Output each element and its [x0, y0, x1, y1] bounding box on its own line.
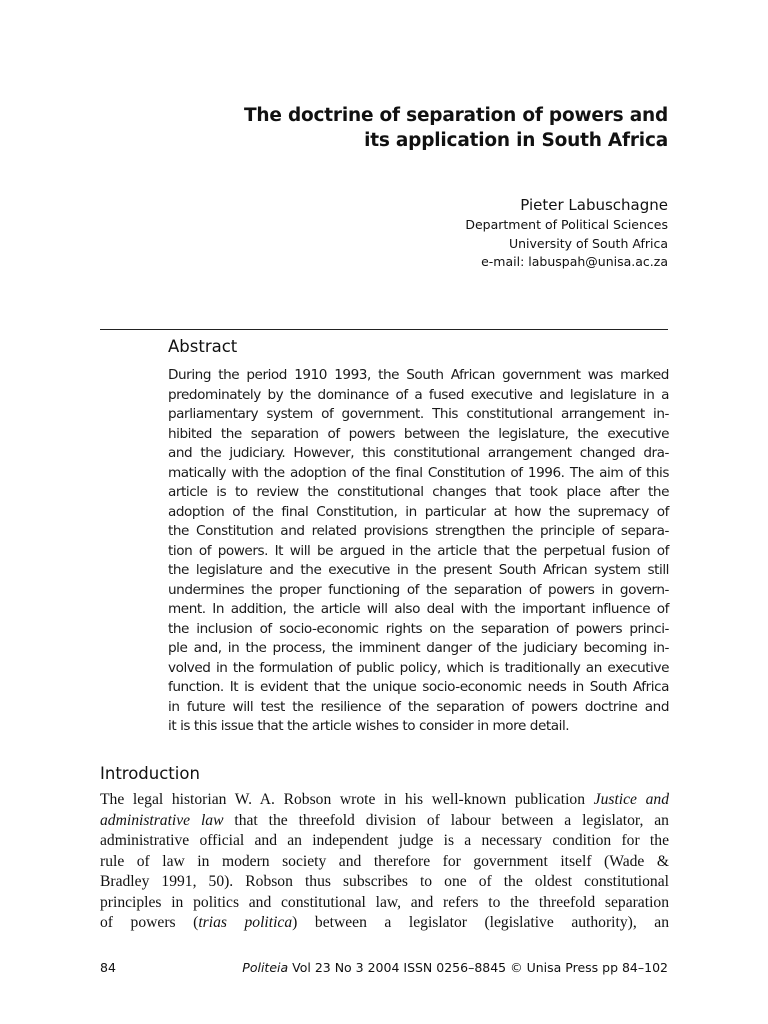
- abstract-heading: Abstract: [168, 337, 238, 356]
- title-line-1: The doctrine of separation of powers and: [243, 105, 668, 126]
- journal-name: Politeia: [242, 960, 289, 975]
- abstract-line: matically with the adoption of the final Constitution of 1996. The aim of this: [168, 464, 669, 481]
- abstract-line: undermines the proper functioning of the separation of powers in govern-: [168, 581, 669, 598]
- author-block: [465, 194, 668, 272]
- author-name: Pieter Labuschagne: [520, 196, 668, 214]
- paragraph-line: Bradley 1991, 50). Robson thus subscribes to one of the oldest constitutional: [100, 873, 669, 890]
- abstract-body: [168, 366, 669, 737]
- abstract-line: it is this issue that the article wishes to consider in more detail.: [168, 718, 570, 734]
- paragraph-line: of powers (trias politica) between a legislator (legislative authority), an: [100, 914, 669, 931]
- abstract-line: hibited the separation of powers between the legislature, the executive: [168, 425, 669, 442]
- paragraph-line: administrative law that the threefold division of labour between a legislator, an: [100, 811, 669, 829]
- abstract-line: predominately by the dominance of a fused executive and legislature in a: [168, 386, 669, 403]
- abstract-line: article is to review the constitutional changes that took place after the: [168, 484, 669, 500]
- abstract-line: function. It is evident that the unique socio-economic needs in South Africa: [168, 679, 669, 695]
- paragraph-line: rule of law in modern society and therefore for government itself (Wade &: [100, 852, 669, 870]
- abstract-line: the inclusion of socio-economic rights on the separation of powers princi-: [168, 620, 669, 637]
- paragraph-line: administrative official and an independent judge is a necessary condition for the: [100, 832, 669, 849]
- abstract-line: the legislature and the executive in the present South African system still: [168, 562, 669, 578]
- citation-details: Vol 23 No 3 2004 ISSN 0256–8845 © Unisa Press pp 84–102: [292, 960, 668, 975]
- introduction-heading: Introduction: [100, 764, 200, 783]
- article-title: [244, 103, 668, 153]
- journal-citation: [242, 960, 668, 975]
- abstract-line: the Constitution and related provisions strengthen the principle of separa-: [168, 523, 669, 539]
- abstract-line: adoption of the final Constitution, in particular at how the supremacy of: [168, 503, 669, 520]
- abstract-line: During the period 1910 1993, the South African government was marked: [168, 367, 669, 383]
- abstract-line: and the judiciary. However, this constitutional arrangement changed dra-: [168, 445, 669, 461]
- abstract-line: volved in the formulation of public policy, which is traditionally an executive: [168, 659, 669, 676]
- paragraph-line: The legal historian W. A. Robson wrote in his well-known publication Justice and: [100, 791, 669, 808]
- paragraph-line: principles in politics and constitutional law, and refers to the threefold separation: [100, 893, 669, 911]
- introduction-body: [100, 790, 669, 934]
- page-number: 84: [100, 960, 116, 975]
- section-divider: [100, 329, 668, 330]
- abstract-line: ment. In addition, the article will also deal with the important influence of: [168, 601, 669, 617]
- abstract-line: in future will test the resilience of the separation of powers doctrine and: [168, 698, 669, 715]
- abstract-line: tion of powers. It will be argued in the article that the perpetual fusion of: [168, 542, 669, 559]
- university: University of South Africa: [508, 235, 668, 251]
- abstract-line: parliamentary system of government. This constitutional arrangement in-: [168, 406, 669, 422]
- title-line-2: its application in South Africa: [364, 130, 668, 151]
- email: e-mail: labuspah@unisa.ac.za: [481, 254, 668, 269]
- abstract-line: ple and, in the process, the imminent danger of the judiciary becoming in-: [168, 640, 669, 656]
- department: Department of Political Sciences: [465, 217, 668, 232]
